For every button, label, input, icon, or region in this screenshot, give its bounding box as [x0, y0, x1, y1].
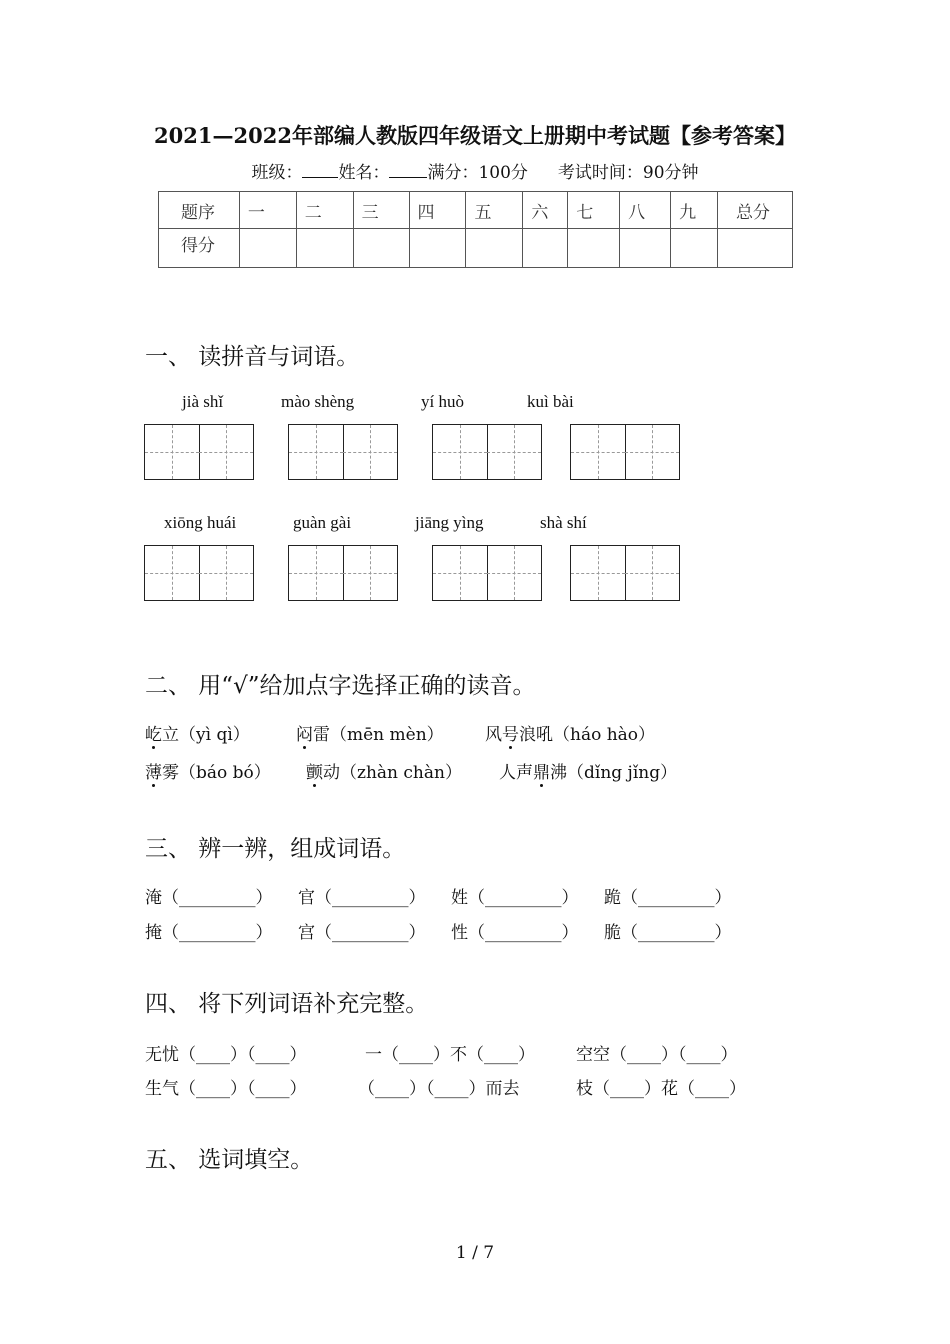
- idiom-blank[interactable]: 生气（____）（____）: [145, 1079, 307, 1099]
- score-entry[interactable]: [353, 229, 409, 268]
- name-blank: [389, 161, 427, 178]
- score-entry[interactable]: [620, 229, 671, 268]
- pinyin-label: jiāng yìng: [415, 513, 484, 532]
- page-number: 1 / 7: [455, 1243, 495, 1263]
- reading-options[interactable]: 雾（báo bó）: [162, 763, 271, 783]
- table-cell: 五: [466, 192, 523, 229]
- reading-item: [145, 758, 271, 783]
- dotted-char: 闷: [296, 720, 313, 745]
- table-cell: 三: [353, 192, 409, 229]
- section-2-title: 二、 用“√”给加点字选择正确的读音。: [145, 673, 536, 699]
- idiom-blank[interactable]: 枝（____）花（____）: [576, 1079, 746, 1099]
- table-cell: 得分: [159, 229, 240, 268]
- word-blank[interactable]: 脆（_________）: [604, 923, 732, 943]
- writing-box[interactable]: [432, 545, 542, 601]
- word-blank[interactable]: 掩（_________）: [145, 923, 273, 943]
- word-prefix: 风: [485, 725, 502, 745]
- score-entry[interactable]: [523, 229, 568, 268]
- reading-item: [145, 720, 250, 745]
- score-table-header-row: [159, 192, 793, 229]
- section-5-title: 五、 选词填空。: [145, 1147, 314, 1173]
- idiom-blank[interactable]: 无忧（____）（____）: [145, 1045, 307, 1065]
- table-cell: 四: [409, 192, 466, 229]
- table-cell: 七: [568, 192, 620, 229]
- score-table: [158, 191, 793, 268]
- writing-box[interactable]: [570, 545, 680, 601]
- class-label: 班级：: [251, 163, 303, 183]
- table-cell: 六: [523, 192, 568, 229]
- exam-info-line: [0, 158, 950, 183]
- writing-box[interactable]: [144, 545, 254, 601]
- idiom-blank[interactable]: （____）（____）而去: [358, 1079, 520, 1099]
- table-cell: 二: [296, 192, 353, 229]
- dotted-char: 屹: [145, 720, 162, 745]
- pinyin-label: guàn gài: [293, 513, 352, 532]
- reading-item: [499, 758, 677, 783]
- reading-options[interactable]: 动（zhàn chàn）: [323, 763, 462, 783]
- reading-options[interactable]: 立（yì qì）: [162, 725, 250, 745]
- exam-time: 考试时间：90分钟: [557, 163, 699, 183]
- word-blank[interactable]: 官（_________）: [298, 888, 426, 908]
- score-entry[interactable]: [671, 229, 718, 268]
- table-cell: 八: [620, 192, 671, 229]
- table-cell: 题序: [159, 192, 240, 229]
- writing-box[interactable]: [144, 424, 254, 480]
- reading-item: [296, 720, 444, 745]
- idiom-blank[interactable]: 空空（____）（____）: [576, 1045, 738, 1065]
- table-cell: 一: [239, 192, 296, 229]
- word-prefix: 人声: [499, 763, 533, 783]
- name-label: 姓名：: [338, 163, 390, 183]
- pinyin-label: kuì bài: [527, 392, 574, 411]
- dotted-char: 号: [502, 720, 519, 745]
- writing-box[interactable]: [288, 545, 398, 601]
- class-blank: [302, 161, 338, 178]
- word-blank[interactable]: 性（_________）: [451, 923, 579, 943]
- pinyin-label: xiōng huái: [164, 513, 237, 532]
- score-entry[interactable]: [466, 229, 523, 268]
- score-entry[interactable]: [718, 229, 793, 268]
- section-4-title: 四、 将下列词语补充完整。: [145, 991, 429, 1017]
- table-cell: 九: [671, 192, 718, 229]
- pinyin-label: jià shǐ: [182, 392, 224, 411]
- page-title: 2021—2022年部编人教版四年级语文上册期中考试题【参考答案】: [154, 123, 796, 148]
- word-blank[interactable]: 跪（_________）: [604, 888, 732, 908]
- word-blank[interactable]: 淹（_________）: [145, 888, 273, 908]
- section-3-title: 三、 辨一辨，组成词语。: [145, 836, 406, 862]
- score-table-score-row: [159, 229, 793, 268]
- reading-item: [485, 720, 655, 745]
- full-score: 满分：100分: [427, 163, 528, 183]
- writing-box[interactable]: [288, 424, 398, 480]
- score-entry[interactable]: [409, 229, 466, 268]
- score-entry[interactable]: [568, 229, 620, 268]
- idiom-blank[interactable]: 一（____）不（____）: [365, 1045, 535, 1065]
- score-entry[interactable]: [239, 229, 296, 268]
- pinyin-label: shà shí: [540, 513, 587, 532]
- word-blank[interactable]: 宫（_________）: [298, 923, 426, 943]
- reading-item: [306, 758, 462, 783]
- score-entry[interactable]: [296, 229, 353, 268]
- dotted-char: 鼎: [533, 758, 550, 783]
- section-1-title: 一、 读拼音与词语。: [145, 344, 360, 370]
- writing-box[interactable]: [432, 424, 542, 480]
- pinyin-label: mào shèng: [281, 392, 355, 411]
- table-cell: 总分: [718, 192, 793, 229]
- reading-options[interactable]: 沸（dǐng jǐng）: [550, 763, 678, 783]
- reading-options[interactable]: 雷（mēn mèn）: [313, 725, 444, 745]
- pinyin-label: yí huò: [421, 392, 464, 411]
- reading-options[interactable]: 浪吼（háo hào）: [519, 725, 656, 745]
- word-blank[interactable]: 姓（_________）: [451, 888, 579, 908]
- dotted-char: 颤: [306, 758, 323, 783]
- writing-box[interactable]: [570, 424, 680, 480]
- dotted-char: 薄: [145, 758, 162, 783]
